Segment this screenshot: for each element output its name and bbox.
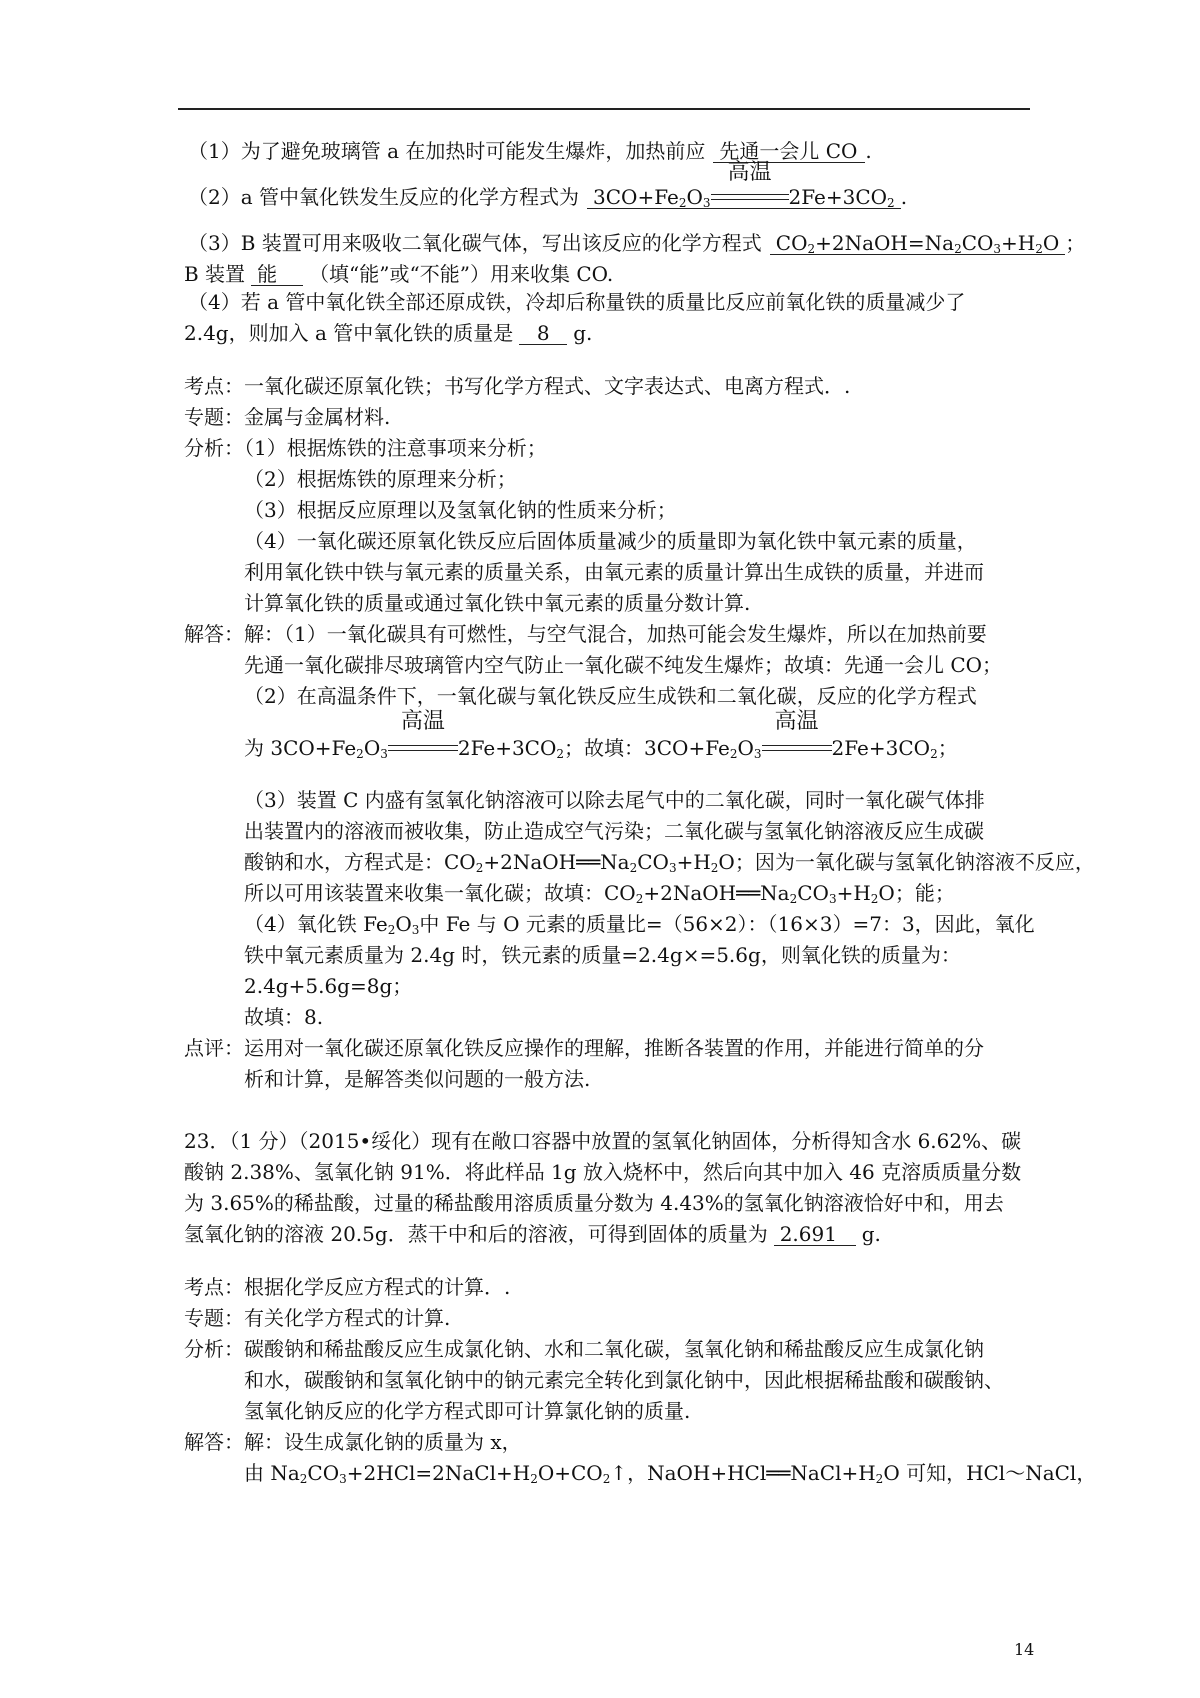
q22-line-4: B 装置 能 （填“能”或“不能”）用来收集 CO.	[184, 262, 614, 286]
fenxi-5: 利用氧化铁中铁与氧元素的质量关系，由氧元素的质量计算出生成铁的质量，并进而	[244, 560, 984, 584]
dianping-1: 点评：运用对一氧化碳还原氧化铁反应操作的理解，推断各装置的作用，并能进行简单的分	[184, 1036, 984, 1060]
jieda-12: 故填：8.	[244, 1005, 324, 1029]
q22-line-2: （2）a 管中氧化铁发生反应的化学方程式为 $3CO+Fe_2O_3$ 高温 $2Fe+3CO_2$ .	[188, 160, 908, 210]
jieda-4: 为 $3CO+Fe_2O_3$ 高温 $2Fe+3CO_2$；故填：$3CO+Fe_2O_3$ 高温 $2Fe+3CO_2$；	[244, 709, 958, 761]
jieda-8: 所以可用该装置来收集一氧化碳；故填：$CO_2+2NaOH══Na_2CO_3+H_2O$；能；	[244, 881, 955, 906]
answer-blank: $CO_2+2NaOH=Na_2CO_3+H_2O$	[770, 232, 1066, 255]
answer-blank: $3CO+Fe_2O_3$ 高温 $2Fe+3CO_2$	[587, 186, 901, 209]
answer-blank: 2.691	[774, 1223, 856, 1246]
zhuanti-23: 专题：有关化学方程式的计算.	[184, 1306, 451, 1330]
jieda-23-2: 由 $Na_2CO_3+2HCl=2NaCl+H_2O+CO_2↑$，$NaOH+HCl══NaCl+H_2O$ 可知，HCl～NaCl，	[244, 1461, 1097, 1486]
fenxi-4: （4）一氧化碳还原氧化铁反应后固体质量减少的质量即为氧化铁中氧元素的质量，	[244, 529, 977, 553]
page-number: 14	[1014, 1640, 1035, 1659]
reaction-condition: 高温	[762, 735, 832, 761]
q22-line-5: （4）若 a 管中氧化铁全部还原成铁，冷却后称量铁的质量比反应前氧化铁的质量减少了	[188, 290, 966, 314]
jieda-5: （3）装置 C 内盛有氢氧化钠溶液可以除去尾气中的二氧化碳，同时一氧化碳气体排	[244, 788, 985, 812]
jieda-1: 解答：解：（1）一氧化碳具有可燃性，与空气混合，加热可能会发生爆炸，所以在加热前要	[184, 622, 987, 646]
jieda-6: 出装置内的溶液而被收集，防止造成空气污染；二氧化碳与氢氧化钠溶液反应生成碳	[244, 819, 984, 843]
q22-line-6: 2.4g，则加入 a 管中氧化铁的质量是 8 g.	[184, 321, 593, 345]
q23-line-2: 酸钠 2.38%、氢氧化钠 91%．将此样品 1g 放入烧杯中，然后向其中加入 46 克溶质质量分数	[184, 1160, 1022, 1184]
reaction-condition: 高温	[388, 735, 458, 761]
jieda-10: 铁中氧元素质量为 2.4g 时，铁元素的质量=2.4g×=5.6g，则氧化铁的质量为：	[244, 943, 961, 967]
q22-line-1: （1）为了避免玻璃管 a 在加热时可能发生爆炸，加热前应 先通一会儿 CO .	[188, 139, 872, 163]
answer-blank: 先通一会儿 CO	[713, 140, 865, 163]
jieda-23-1: 解答：解：设生成氯化钠的质量为 x，	[184, 1430, 522, 1454]
fenxi-23-3: 氢氧化钠反应的化学方程式即可计算氯化钠的质量.	[244, 1399, 691, 1423]
dianping-2: 析和计算，是解答类似问题的一般方法.	[244, 1067, 591, 1091]
jieda-2: 先通一氧化碳排尽玻璃管内空气防止一氧化碳不纯发生爆炸；故填：先通一会儿 CO；	[244, 653, 1003, 677]
fenxi-2: （2）根据炼铁的原理来分析；	[244, 467, 517, 491]
fenxi-23-2: 和水，碳酸钠和氢氧化钠中的钠元素完全转化到氯化钠中，因此根据稀盐酸和碳酸钠、	[244, 1368, 1004, 1392]
answer-blank: 能	[251, 263, 303, 286]
q23-line-3: 为 3.65%的稀盐酸，过量的稀盐酸用溶质质量分数为 4.43%的氢氧化钠溶液恰好中和，用去	[184, 1191, 1004, 1215]
fenxi-3: （3）根据反应原理以及氢氧化钠的性质来分析；	[244, 498, 677, 522]
fenxi-6: 计算氧化铁的质量或通过氧化铁中氧元素的质量分数计算.	[244, 591, 751, 615]
jieda-11: 2.4g+5.6g=8g；	[244, 974, 413, 998]
zhuanti: 专题：金属与金属材料.	[184, 405, 391, 429]
jieda-3: （2）在高温条件下，一氧化碳与氧化铁反应生成铁和二氧化碳，反应的化学方程式	[244, 684, 977, 708]
jieda-9: （4）氧化铁 $Fe_2O_3$中 Fe 与 O 元素的质量比=（56×2）：（16×3）=7：3，因此，氧化	[244, 912, 1035, 937]
jieda-7: 酸钠和水，方程式是：$CO_2+2NaOH══Na_2CO_3+H_2O$；因为一氧化碳与氢氧化钠溶液不反应，	[244, 850, 1095, 875]
fenxi-23-1: 分析：碳酸钠和稀盐酸反应生成氯化钠、水和二氧化碳，氢氧化钠和稀盐酸反应生成氯化钠	[184, 1337, 984, 1361]
fenxi-1: 分析：（1）根据炼铁的注意事项来分析；	[184, 436, 547, 460]
answer-blank: 8	[519, 322, 567, 345]
q23-line-4: 氢氧化钠的溶液 20.5g．蒸干中和后的溶液，可得到固体的质量为 2.691 g.	[184, 1222, 881, 1246]
header-rule	[178, 108, 1030, 110]
kaodian-23: 考点：根据化学反应方程式的计算．.	[184, 1275, 511, 1299]
kaodian: 考点：一氧化碳还原氧化铁；书写化学方程式、文字表达式、电离方程式．.	[184, 374, 851, 398]
q23-line-1: 23．（1 分）（2015•绥化）现有在敞口容器中放置的氢氧化钠固体，分析得知含水 6.62%、碳	[184, 1129, 1022, 1153]
q22-line-3: （3）B 装置可用来吸收二氧化碳气体，写出该反应的化学方程式 $CO_2+2NaOH=Na_2CO_3+H_2O$ ；	[188, 231, 1086, 256]
reaction-condition: 高温	[711, 186, 789, 208]
